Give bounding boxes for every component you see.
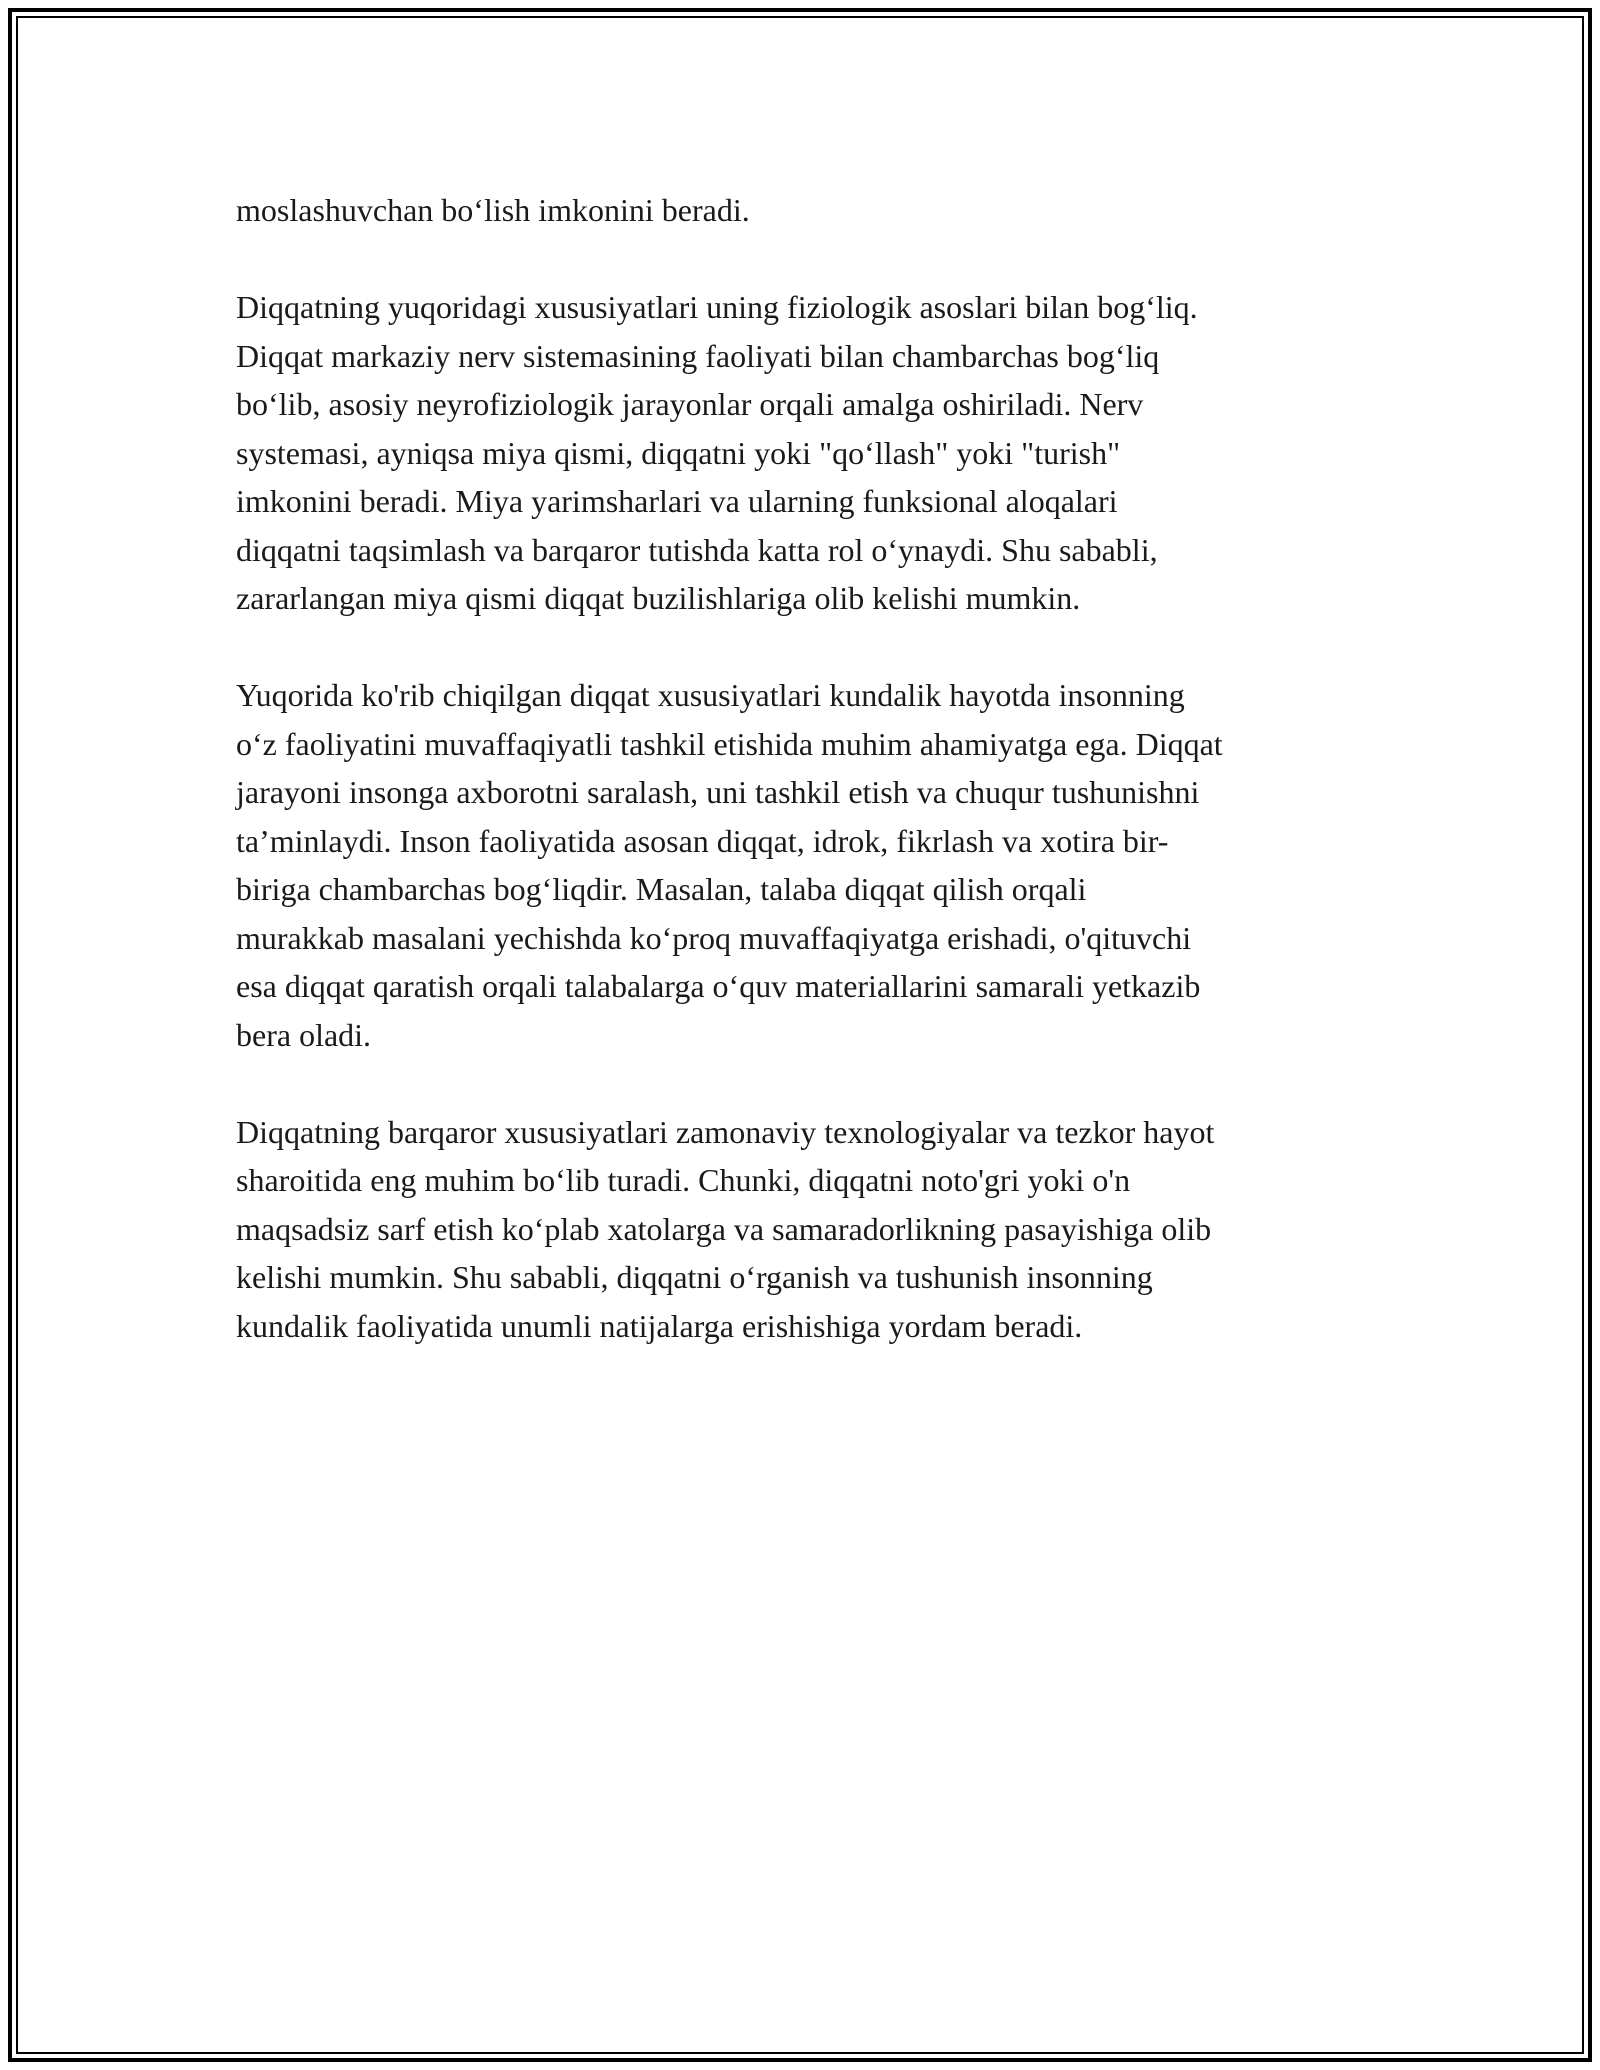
text-line: o‘z faoliyatini muvaffaqiyatli tashkil etishida muhim ahamiyatga ega. Diqqat: [236, 725, 1223, 762]
text-line: zararlangan miya qismi diqqat buzilishlariga olib kelishi mumkin.: [236, 580, 1081, 616]
text-line: bo‘lib, asosiy neyrofiziologik jarayonlar orqali amalga oshiriladi. Nerv: [236, 386, 1144, 422]
text-line: Diqqatning barqaror xususiyatlari zamonaviy texnologiyalar va tezkor hayot: [236, 1113, 1215, 1150]
paragraph-4: [236, 1108, 1381, 1351]
text-line: Diqqatning yuqoridagi xususiyatlari uning fiziologik asoslari bilan bog‘liq.: [236, 289, 1198, 325]
text-line: ta’minlaydi. Inson faoliyatida asosan diqqat, idrok, fikrlash va xotira bir-: [236, 822, 1169, 859]
paragraph-2: [236, 283, 1381, 623]
text-line: Diqqat markaziy nerv sistemasining faoliyati bilan chambarchas bog‘liq: [236, 337, 1160, 374]
text-line: systemasi, ayniqsa miya qismi, diqqatni yoki "qo‘llash" yoki "turish": [236, 434, 1121, 471]
text-line: diqqatni taqsimlash va barqaror tutishda katta rol o‘ynaydi. Shu sababli,: [236, 531, 1158, 568]
text-line: Yuqorida ko'rib chiqilgan diqqat xususiyatlari kundalik hayotda insonning: [236, 677, 1185, 713]
text-line: maqsadsiz sarf etish ko‘plab xatolarga va samaradorlikning pasayishiga olib: [236, 1210, 1212, 1247]
text-line: kundalik faoliyatida unumli natijalarga erishishiga yordam beradi.: [236, 1307, 1083, 1344]
paragraph-1: [236, 186, 1381, 235]
text-line: imkonini beradi. Miya yarimsharlari va ularning funksional aloqalari: [236, 483, 1118, 519]
document-body: [236, 186, 1381, 1399]
text-line: esa diqqat qaratish orqali talabalarga o‘quv materiallarini samarali yetkazib: [236, 968, 1201, 1004]
text-line: kelishi mumkin. Shu sababli, diqqatni o‘rganish va tushunish insonning: [236, 1259, 1153, 1295]
text-line: biriga chambarchas bog‘liqdir. Masalan, talaba diqqat qilish orqali: [236, 871, 1087, 907]
text-line: sharoitida eng muhim bo‘lib turadi. Chunki, diqqatni noto'gri yoki o'n: [236, 1162, 1131, 1198]
text-line: jarayoni insonga axborotni saralash, uni tashkil etish va chuqur tushunishni: [236, 774, 1200, 810]
paragraph-3: [236, 671, 1381, 1059]
text-line: moslashuvchan bo‘lish imkonini beradi.: [236, 192, 750, 228]
text-line: murakkab masalani yechishda ko‘proq muvaffaqiyatga erishadi, o'qituvchi: [236, 919, 1192, 956]
text-line: bera oladi.: [236, 1016, 372, 1053]
